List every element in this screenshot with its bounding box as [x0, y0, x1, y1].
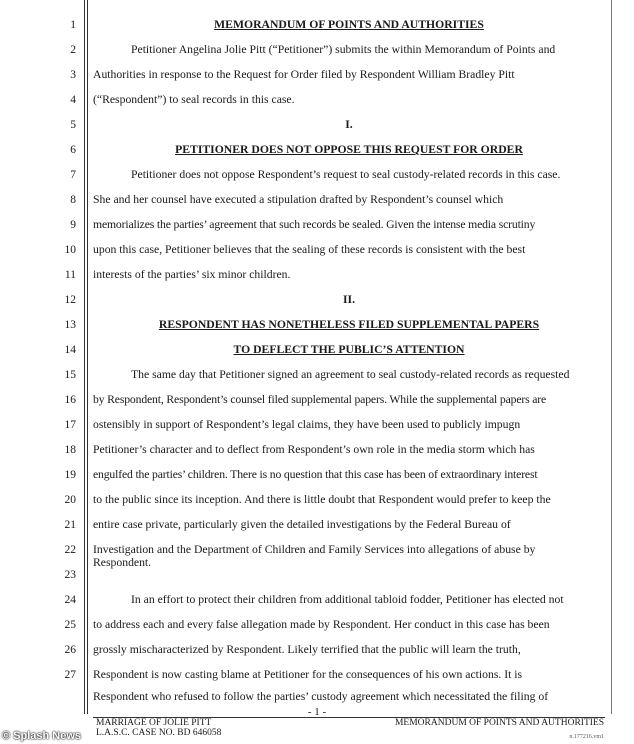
footer-case-number: L.A.S.C. CASE NO. BD 646058 — [96, 728, 222, 738]
line-number: 22 — [64, 544, 76, 556]
body-line: entire case private, particularly given the detailed investigations by the Federal Bureau of — [93, 518, 511, 531]
section-heading: PETITIONER DOES NOT OPPOSE THIS REQUEST FOR ORDER — [175, 143, 523, 156]
body-line: Authorities in response to the Request for Order filed by Respondent William Bradley Pitt — [93, 68, 515, 81]
line-number: 10 — [64, 244, 76, 256]
line-number: 9 — [70, 219, 76, 231]
body-line: (“Respondent”) to seal records in this case. — [93, 93, 295, 106]
line-number: 20 — [64, 494, 76, 506]
section-number: I. — [345, 118, 353, 131]
line-number: 18 — [64, 444, 76, 456]
body-line: Investigation and the Department of Children and Family Services into allegations of abuse by — [93, 543, 536, 556]
body-line: The same day that Petitioner signed an agreement to seal custody-related records as requested — [131, 368, 570, 381]
body-line: memorializes the parties’ agreement that such records be sealed. Given the intense media scrutiny — [93, 218, 536, 231]
line-number: 8 — [70, 194, 76, 206]
line-number: 14 — [64, 344, 76, 356]
body-line: by Respondent, Respondent’s counsel filed supplemental papers. While the supplemental papers are — [93, 393, 547, 406]
body-line: interests of the parties’ six minor children. — [93, 268, 291, 281]
section-heading: RESPONDENT HAS NONETHELESS FILED SUPPLEMENTAL PAPERS — [158, 318, 540, 331]
body-line: Petitioner Angelina Jolie Pitt (“Petitioner”) submits the within Memorandum of Points and — [131, 43, 556, 56]
line-number: 3 — [70, 69, 76, 81]
line-number: 2 — [70, 44, 76, 56]
footer-document-title: MEMORANDUM OF POINTS AND AUTHORITIES — [394, 718, 604, 728]
body-line: engulfed the parties’ children. There is no question that this case has been of extraordinary interest — [93, 468, 538, 481]
body-line: Respondent. — [93, 556, 152, 569]
section-number: II. — [342, 293, 356, 306]
body-line: upon this case, Petitioner believes that the sealing of these records is consistent with the best — [93, 243, 526, 256]
body-line: to the public since its inception. And there is little doubt that Respondent would prefer to keep the — [93, 493, 551, 506]
line-number: 19 — [64, 469, 76, 481]
left-margin-rule-double — [87, 0, 88, 714]
line-number: 21 — [64, 519, 76, 531]
footer-doc-code: n.177216.vm1 — [569, 734, 604, 740]
line-number: 4 — [70, 94, 76, 106]
line-number: 1 — [70, 19, 76, 31]
line-number: 25 — [64, 619, 76, 631]
body-line: She and her counsel have executed a stipulation drafted by Respondent’s counsel which — [93, 193, 504, 206]
line-number: 11 — [64, 269, 76, 281]
body-line: grossly mischaracterized by Respondent. Likely terrified that the public will learn the truth, — [93, 643, 521, 656]
line-number: 17 — [64, 419, 76, 431]
line-number: 26 — [64, 644, 76, 656]
line-number: 15 — [64, 369, 76, 381]
footer-case-title: MARRIAGE OF JOLIE PITT — [96, 718, 212, 728]
body-line: Respondent who refused to follow the parties’ custody agreement which necessitated the filing of — [93, 690, 549, 703]
body-line: to address each and every false allegation made by Respondent. Her conduct in this case has been — [93, 618, 550, 631]
line-number: 27 — [64, 669, 76, 681]
section-heading: TO DEFLECT THE PUBLIC’S ATTENTION — [233, 343, 465, 356]
body-line: In an effort to protect their children from additional tabloid fodder, Petitioner has elected not — [131, 593, 564, 606]
line-number: 16 — [64, 394, 76, 406]
splash-news-watermark: © Splash News — [2, 730, 82, 742]
line-number: 7 — [70, 169, 76, 181]
body-line: ostensibly in support of Respondent’s legal claims, they have been used to publicly impugn — [93, 418, 521, 431]
right-margin-rule — [611, 0, 612, 714]
page-number: - 1 - — [307, 706, 327, 718]
body-line: Respondent is now casting blame at Petitioner for the consequences of his own actions. It is — [93, 668, 523, 681]
line-number: 5 — [70, 119, 76, 131]
line-number: 24 — [64, 594, 76, 606]
line-number: 12 — [64, 294, 76, 306]
memorandum-title: MEMORANDUM OF POINTS AND AUTHORITIES — [214, 18, 484, 31]
body-line: Petitioner does not oppose Respondent’s request to seal custody-related records in this case. — [131, 168, 561, 181]
body-line: Petitioner’s character and to deflect from Respondent’s own role in the media storm which has — [93, 443, 535, 456]
line-number: 23 — [64, 569, 76, 581]
line-number: 13 — [64, 319, 76, 331]
line-number: 6 — [70, 144, 76, 156]
left-margin-rule — [84, 0, 85, 714]
footer-case-info — [96, 718, 221, 738]
